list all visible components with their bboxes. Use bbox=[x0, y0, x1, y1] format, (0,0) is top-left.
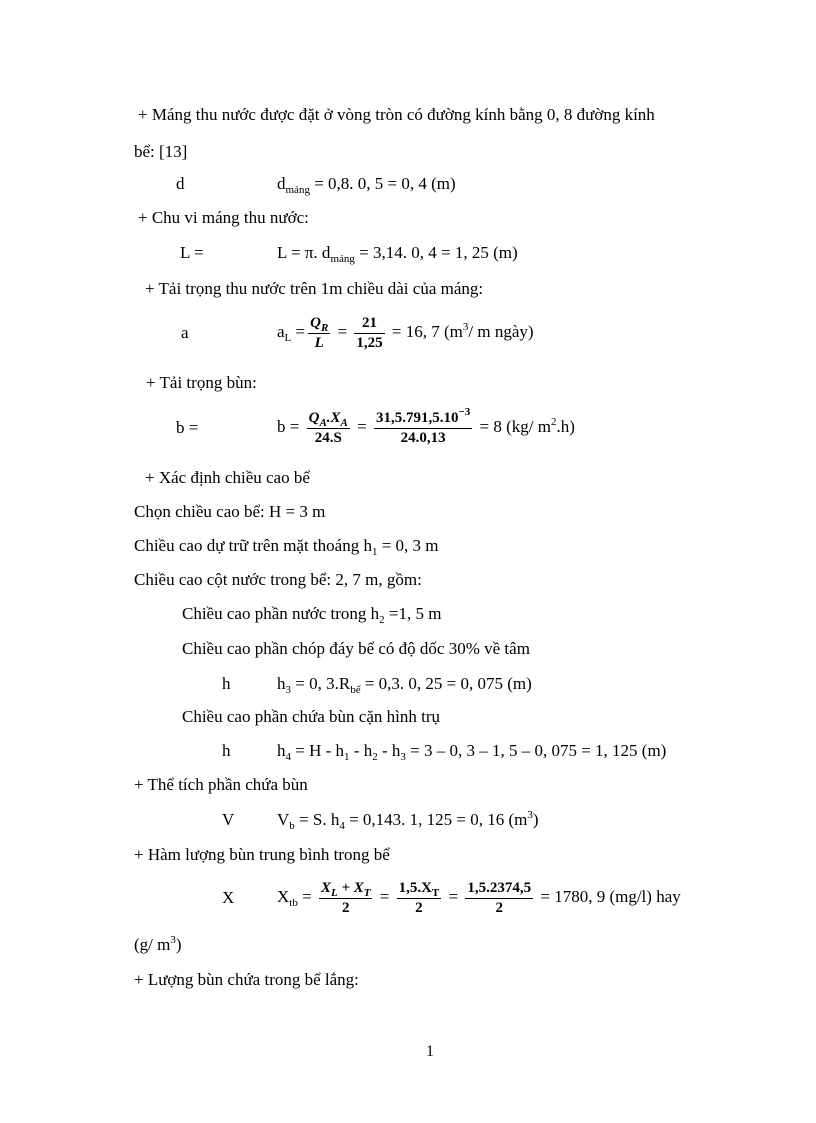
text: h bbox=[277, 674, 286, 693]
subscript: tb bbox=[289, 897, 298, 909]
text: Q bbox=[310, 314, 321, 331]
text: = 3 – 0, 3 – 1, 5 – 0, 075 = 1, 125 (m) bbox=[405, 741, 667, 760]
text: V bbox=[222, 810, 235, 829]
text: = H - h bbox=[291, 741, 345, 760]
text: + Hàm lượng bùn trung bình trong bể bbox=[134, 845, 390, 864]
text-line bbox=[134, 970, 359, 990]
text: 31,5.791,5.10 bbox=[375, 409, 459, 426]
formula bbox=[277, 810, 539, 830]
text: - h bbox=[377, 741, 401, 760]
subscript: 1 bbox=[371, 546, 378, 558]
subscript: 3 bbox=[285, 684, 291, 696]
text: d bbox=[176, 174, 185, 193]
subscript: A bbox=[319, 416, 327, 429]
text: X bbox=[320, 879, 331, 896]
text: + Xác định chiều cao bể bbox=[145, 468, 310, 487]
text: = 16, 7 (m bbox=[387, 322, 463, 341]
formula-label bbox=[222, 741, 231, 761]
superscript: 3 bbox=[462, 321, 469, 333]
text-line bbox=[138, 105, 655, 125]
text-line bbox=[134, 775, 308, 795]
subscript: 4 bbox=[339, 820, 345, 832]
subscript: T bbox=[363, 886, 371, 899]
text: ) bbox=[175, 935, 182, 954]
text-line bbox=[146, 373, 257, 393]
text: Chiều cao phần chóp đáy bể có độ dốc 30% về tâm bbox=[182, 639, 530, 658]
text: Chiều cao cột nước trong bể: 2, 7 m, gồm: bbox=[134, 570, 422, 589]
denominator: 2 bbox=[495, 899, 503, 916]
text: = 0, 3.R bbox=[291, 674, 351, 693]
text-line bbox=[134, 536, 439, 556]
superscript: 3 bbox=[527, 809, 533, 821]
text: = 0,143. 1, 125 = 0, 16 (m bbox=[344, 810, 528, 829]
text-line bbox=[134, 142, 187, 162]
numerator bbox=[308, 315, 330, 334]
fraction bbox=[397, 880, 442, 917]
text: + Tải trọng thu nước trên 1m chiều dài của máng: bbox=[145, 279, 484, 298]
text: = bbox=[297, 887, 312, 906]
fraction bbox=[374, 405, 472, 447]
text-line bbox=[134, 502, 325, 522]
text: = 3,14. 0, 4 = 1, 25 (m) bbox=[354, 243, 518, 262]
formula-label bbox=[222, 810, 234, 830]
text: Chiều cao phần chứa bùn cặn hình trụ bbox=[182, 707, 440, 726]
subscript: máng bbox=[330, 253, 355, 265]
text-line bbox=[182, 604, 441, 624]
text: Chiều cao dự trữ trên mặt thoáng h bbox=[134, 536, 372, 555]
text-line bbox=[134, 570, 422, 590]
text: b = bbox=[277, 417, 300, 436]
formula bbox=[277, 174, 456, 194]
formula-label bbox=[222, 674, 231, 694]
numerator bbox=[374, 405, 472, 429]
text: + Lượng bùn chứa trong bể lắng: bbox=[134, 970, 359, 989]
text-line bbox=[145, 279, 483, 299]
text: a bbox=[181, 323, 189, 342]
subscript: 2 bbox=[379, 614, 385, 626]
text: + Thể tích phần chứa bùn bbox=[134, 775, 308, 794]
text-line bbox=[145, 468, 310, 488]
numerator: 1,5.2374,5 bbox=[465, 880, 533, 899]
fraction bbox=[308, 315, 330, 352]
numerator bbox=[307, 410, 350, 429]
text: = 1780, 9 (mg/l) hay bbox=[536, 887, 681, 906]
text: / m ngày) bbox=[468, 322, 534, 341]
text: L = π. d bbox=[277, 243, 331, 262]
formula: b = $\frac{Q_A.X_A}{24.S}$ = $\frac{31,5.791,5.10^{-3}}{24.0,13}$ = 8 (kg/ $m^2.h$) bbox=[277, 405, 575, 446]
fraction bbox=[354, 315, 384, 352]
text-line bbox=[138, 208, 309, 228]
subscript: bể bbox=[350, 684, 361, 696]
page-number: 1 bbox=[426, 1043, 434, 1060]
text: L = bbox=[180, 243, 204, 262]
subscript: A bbox=[340, 416, 348, 429]
text: X bbox=[222, 888, 235, 907]
text: + Tải trọng bùn: bbox=[146, 373, 257, 392]
text: = 0, 3 m bbox=[377, 536, 439, 555]
superscript: 2 bbox=[550, 416, 557, 428]
subscript: 4 bbox=[285, 751, 291, 763]
numerator bbox=[397, 880, 442, 899]
text: + X bbox=[337, 879, 364, 896]
text: Q bbox=[308, 409, 320, 426]
text: Chiều cao phần nước trong h bbox=[182, 604, 380, 623]
denominator: 24.S bbox=[314, 429, 342, 446]
denominator: 2 bbox=[415, 899, 423, 916]
formula bbox=[277, 243, 518, 263]
subscript: 2 bbox=[372, 751, 378, 763]
text: = 0,8. 0, 5 = 0, 4 (m) bbox=[309, 174, 456, 193]
denominator: L bbox=[314, 334, 324, 351]
text: V bbox=[277, 810, 290, 829]
formula: $a_L$ = $\frac{Q_R}{L}$ = $\frac{21}{1,25}$ = 16, 7 ($m^3/$ m ngày) bbox=[277, 314, 534, 351]
text: .X bbox=[326, 409, 341, 426]
text: Chọn chiều cao bể: H = 3 m bbox=[134, 502, 326, 521]
text: + Chu vi máng thu nước: bbox=[138, 208, 309, 227]
superscript: 3 bbox=[170, 934, 176, 946]
numerator bbox=[319, 880, 373, 899]
subscript: L bbox=[284, 332, 292, 344]
denominator: 2 bbox=[341, 899, 350, 916]
text: h bbox=[222, 741, 231, 760]
subscript: b bbox=[289, 820, 295, 832]
text: ) bbox=[532, 810, 539, 829]
formula-label bbox=[176, 418, 198, 438]
fraction bbox=[307, 410, 350, 447]
subscript: R bbox=[320, 321, 329, 334]
text: = 0,3. 0, 25 = 0, 075 (m) bbox=[360, 674, 532, 693]
formula: $X_{tb}$ = $\frac{X_L + X_T}{2}$ = $\frac{1,5.X_T}{2}$ = $\frac{1,5.2374,5}{2}$ = 1780, 9 (mg/l) hay bbox=[277, 879, 681, 916]
text-line bbox=[182, 707, 440, 727]
text: h bbox=[222, 674, 231, 693]
subscript: 3 bbox=[400, 751, 406, 763]
text-line bbox=[134, 935, 182, 955]
text: =1, 5 m bbox=[384, 604, 442, 623]
formula bbox=[277, 674, 532, 694]
subscript: 1 bbox=[344, 751, 350, 763]
subscript: L bbox=[330, 886, 338, 899]
superscript: −3 bbox=[458, 405, 471, 418]
formula-label bbox=[180, 243, 204, 263]
formula bbox=[277, 741, 666, 761]
text: (g/ m bbox=[134, 935, 171, 954]
text: d bbox=[277, 174, 286, 193]
text: bể: [13] bbox=[134, 142, 188, 161]
text: a bbox=[277, 322, 285, 341]
text: X bbox=[277, 887, 290, 906]
text: = bbox=[291, 322, 306, 341]
text: 1,5.X bbox=[398, 879, 432, 896]
fraction bbox=[319, 880, 373, 917]
fraction bbox=[465, 880, 533, 917]
text: .h) bbox=[556, 417, 575, 436]
formula-label bbox=[181, 323, 189, 343]
text: - h bbox=[349, 741, 373, 760]
denominator: 24.0,13 bbox=[400, 429, 446, 446]
text: = S. h bbox=[294, 810, 340, 829]
text: b = bbox=[176, 418, 199, 437]
text: h bbox=[277, 741, 286, 760]
numerator: 21 bbox=[354, 315, 384, 334]
formula-label bbox=[222, 888, 234, 908]
denominator: 1,25 bbox=[356, 334, 383, 351]
subscript: máng bbox=[285, 184, 310, 196]
text-line bbox=[182, 639, 530, 659]
text-line bbox=[134, 845, 390, 865]
text: = 8 (kg/ m bbox=[475, 417, 551, 436]
text: + Máng thu nước được đặt ở vòng tròn có đường kính bằng 0, 8 đường kính bbox=[138, 105, 655, 124]
subscript: T bbox=[431, 886, 440, 899]
formula-label bbox=[176, 174, 185, 194]
